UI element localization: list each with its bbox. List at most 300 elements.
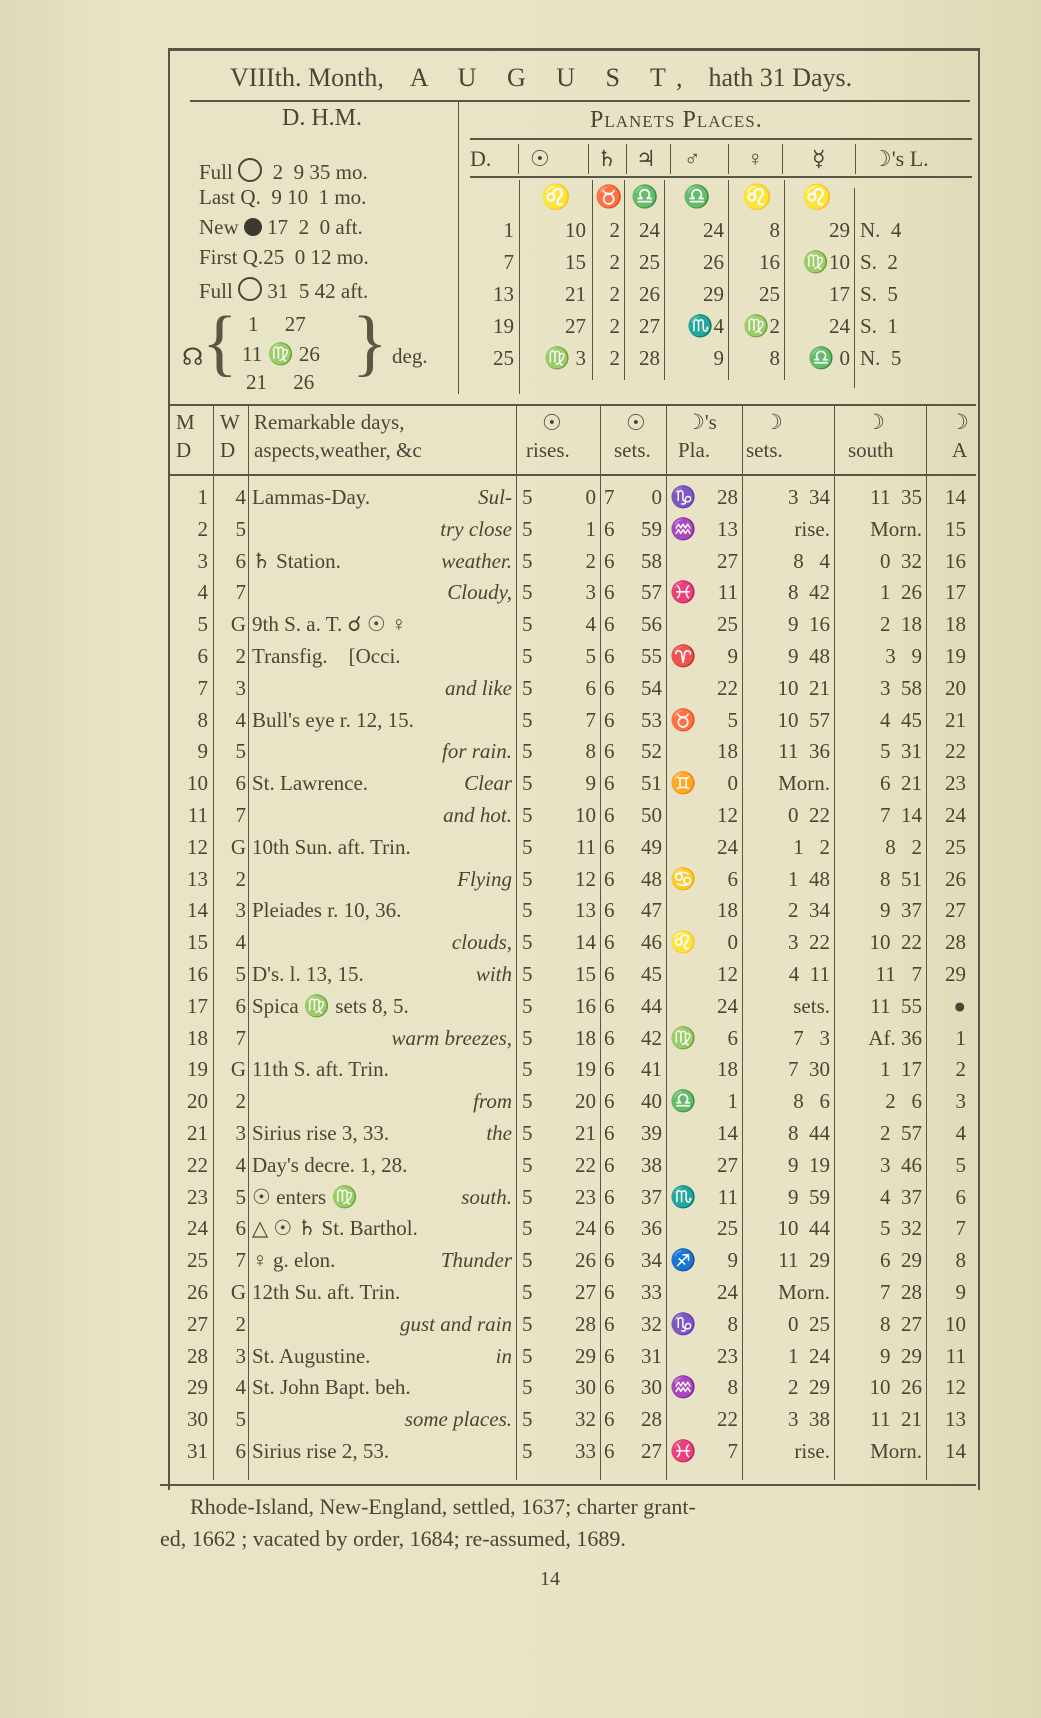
node-line (248, 314, 306, 335)
week-day: 4 (235, 485, 246, 509)
moon-age: 3 (955, 1089, 966, 1114)
sun-set-hour: 6 (604, 1057, 615, 1082)
sun-set-min: 55 (641, 644, 662, 668)
moon-age: 25 (945, 834, 966, 859)
moon-sets: 1 24 (788, 1343, 830, 1368)
remark: Lammas-Day. (252, 485, 371, 509)
moon-place-deg: 22 (717, 1407, 738, 1432)
zodiac-sign-icon: ♉ (670, 707, 697, 732)
month-day: 10 (187, 771, 208, 796)
moon-south: 3 46 (880, 1152, 922, 1177)
sun-rise-hour: 5 (522, 548, 533, 573)
sun-set-hour: 6 (604, 930, 615, 955)
month-day: 13 (187, 866, 208, 891)
moon-place-deg: 7 (727, 1439, 738, 1463)
sun-set-min: 33 (641, 1280, 662, 1304)
sun-set-hour: 6 (604, 516, 615, 541)
week-day: G (230, 1057, 246, 1082)
remark: Bull's eye r. 12, 15. (252, 707, 414, 732)
sun-rise-hour: 5 (522, 1025, 533, 1050)
moon-south: 2 18 (880, 612, 922, 637)
node-deg: 26 (293, 370, 315, 394)
sun-set-hour: 6 (604, 834, 615, 859)
footer-line: ed, 1662 ; vacated by order, 1684; re-assumed, 1689. (160, 1526, 626, 1551)
calendar-row (0, 1372, 966, 1403)
month-day: 2 (197, 516, 208, 541)
mercury-icon: ☿ (812, 146, 826, 171)
moon-south: 3 58 (880, 675, 922, 700)
week-day: G (230, 834, 246, 859)
header-moon-age: A (952, 438, 968, 462)
sun-pos: 27 (565, 314, 586, 338)
sun-rise-min: 3 (585, 580, 596, 605)
phase-day: 25 (263, 245, 285, 269)
mercury-pos: ♎ 0 (808, 346, 850, 370)
sun-set-hour: 6 (604, 1025, 615, 1050)
month-day: 31 (187, 1439, 208, 1463)
calendar-row (0, 832, 966, 863)
moon-south: 7 14 (880, 803, 922, 827)
sun-set-min: 45 (641, 962, 662, 986)
moon-sets: Morn. (778, 771, 830, 796)
jupiter-pos: 24 (639, 218, 660, 242)
sun-rise-hour: 5 (522, 771, 533, 796)
calendar-row (0, 1309, 966, 1340)
node-icon: ☊ (182, 345, 204, 371)
moon-age: 4 (955, 1121, 966, 1145)
sun-set-hour: 6 (604, 1152, 615, 1177)
moon-place-deg: 5 (727, 707, 738, 732)
moon-sets: 11 36 (778, 739, 830, 764)
moon-place-deg: 22 (717, 675, 738, 700)
sun-set-min: 56 (641, 612, 662, 637)
moon-sets: 2 29 (788, 1375, 830, 1400)
sun-rise-hour: 5 (522, 1184, 533, 1209)
week-day: 4 (235, 1152, 246, 1177)
remark: Sirius rise 2, 53. (252, 1439, 390, 1463)
zodiac-sign-icon: ♊ (670, 771, 697, 796)
moon-place-deg: 25 (717, 1216, 738, 1241)
moon-age: 11 (945, 1343, 966, 1368)
remark: Pleiades r. 10, 36. (252, 898, 402, 923)
sun-rise-hour: 5 (522, 739, 533, 764)
left-brace: { (202, 302, 238, 384)
calendar-row (0, 864, 966, 895)
week-day: 3 (235, 675, 246, 700)
sun-set-min: 34 (641, 1248, 662, 1273)
saturn-pos: 2 (609, 346, 620, 370)
remark: △ ☉ ♄ St. Barthol. (252, 1216, 418, 1241)
sun-rise-hour: 5 (522, 675, 533, 700)
moon-sets: 7 30 (788, 1057, 830, 1082)
sun-set-min: 59 (641, 516, 662, 541)
moon-age: 6 (955, 1184, 966, 1209)
sun-set-min: 0 (651, 485, 662, 509)
moon-latitude: S. 2 (860, 250, 898, 274)
sun-rise-hour: 5 (522, 866, 533, 891)
calendar-row (0, 546, 966, 577)
planets-title-rule (470, 138, 972, 140)
moon-sets: 1 48 (788, 866, 830, 891)
weather: Clear (464, 771, 512, 796)
week-day: 5 (235, 516, 246, 541)
moon-place-deg: 9 (727, 644, 738, 668)
sun-set-hour: 6 (604, 675, 615, 700)
moon-sets: 4 11 (788, 962, 830, 986)
zodiac-sign-icon: ♈ (670, 644, 697, 668)
header-remarks: Remarkable days, (254, 410, 405, 434)
calendar-row (0, 1054, 966, 1085)
sun-set-min: 37 (641, 1184, 662, 1209)
phase-label: First Q. (199, 245, 264, 269)
weather: some places. (404, 1407, 512, 1432)
moon-south: Morn. (870, 1439, 922, 1463)
sun-set-hour: 6 (604, 1248, 615, 1273)
moon-sets: 8 42 (788, 580, 830, 605)
month-day: 28 (187, 1343, 208, 1368)
moon-sets: 8 6 (793, 1089, 830, 1114)
moon-latitude: N. 5 (860, 346, 902, 370)
week-day: 5 (235, 1407, 246, 1432)
planet-day: 1 (503, 218, 514, 242)
leo-icon: ♌ (802, 185, 832, 211)
sun-set-hour: 6 (604, 1439, 615, 1463)
month-day: 7 (197, 675, 208, 700)
mars-pos: ♏4 (687, 314, 724, 338)
moon-place-deg: 25 (717, 612, 738, 637)
weather: Flying (457, 866, 512, 891)
week-day: 6 (235, 1216, 246, 1241)
week-day: 2 (235, 866, 246, 891)
moon-sets: 9 59 (788, 1184, 830, 1209)
sun-set-min: 58 (641, 548, 662, 573)
header-wd: D (220, 438, 236, 462)
remark: Day's decre. 1, 28. (252, 1152, 408, 1177)
moon-south: 6 29 (880, 1248, 922, 1273)
zodiac-sign-icon: ♍ (670, 1025, 697, 1050)
moon-age: 28 (945, 930, 966, 955)
sun-set-hour: 6 (604, 1311, 615, 1336)
weather: Thunder (440, 1248, 512, 1273)
moon-place-deg: 0 (727, 930, 738, 955)
week-day: 4 (235, 707, 246, 732)
header-md: D (176, 438, 192, 462)
sun-rise-hour: 5 (522, 1057, 533, 1082)
moon-south: 5 32 (880, 1216, 922, 1241)
moon-place-deg: 6 (727, 1025, 738, 1050)
moon-age: 19 (945, 644, 966, 668)
planet-col-divider (592, 180, 593, 380)
sun-rise-min: 10 (575, 803, 596, 827)
month-day: 1 (197, 485, 208, 509)
moon-age: ● (953, 993, 966, 1018)
moon-age: 23 (945, 771, 966, 796)
sun-rise-min: 7 (585, 707, 596, 732)
sun-rise-hour: 5 (522, 1375, 533, 1400)
weather: from (473, 1089, 512, 1114)
calendar-header-rule (170, 474, 976, 476)
weather: Sul- (478, 485, 512, 509)
moon-place-deg: 18 (717, 1057, 738, 1082)
venus-pos: 16 (759, 250, 780, 274)
week-day: 7 (235, 1248, 246, 1273)
moon-place-deg: 24 (717, 993, 738, 1018)
sun-set-min: 40 (641, 1089, 662, 1114)
mercury-pos: 24 (829, 314, 850, 338)
header-moon-place: Pla. (678, 438, 711, 462)
node-deg: 26 (298, 342, 320, 366)
moon-south: 9 29 (880, 1343, 922, 1368)
moon-place-deg: 14 (717, 1121, 738, 1145)
calendar-row (0, 1182, 966, 1213)
week-day: 6 (235, 993, 246, 1018)
phase-time: 5 42 aft. (298, 279, 369, 303)
sun-rise-min: 26 (575, 1248, 596, 1273)
days-count: hath 31 Days. (708, 63, 853, 92)
weather: weather. (441, 548, 512, 573)
week-day: 5 (235, 962, 246, 986)
moon-sets: Morn. (778, 1280, 830, 1304)
moon-age: 9 (955, 1280, 966, 1304)
mercury-pos: 17 (829, 282, 850, 306)
saturn-pos: 2 (609, 314, 620, 338)
sun-set-hour: 6 (604, 612, 615, 637)
moon-age: 15 (945, 516, 966, 541)
libra-icon: ♎ (683, 184, 711, 209)
weather: gust and rain (399, 1311, 512, 1336)
moon-sets: 3 34 (788, 485, 830, 509)
weather: in (495, 1343, 512, 1368)
moon-sets: 8 44 (788, 1121, 830, 1145)
sun-rise-hour: 5 (522, 485, 533, 509)
sun-rise-min: 11 (575, 834, 596, 859)
moon-sets: 3 38 (788, 1407, 830, 1432)
moon-south: 5 31 (880, 739, 922, 764)
moon-sets: 11 29 (778, 1248, 830, 1273)
month-day: 5 (197, 612, 208, 637)
phase-day: 2 (272, 160, 284, 184)
month-day: 29 (187, 1375, 208, 1400)
moon-south: 4 37 (880, 1184, 922, 1209)
zodiac-sign-icon: ♓ (670, 1439, 697, 1463)
jupiter-icon: ♃ (636, 146, 656, 171)
sun-set-min: 44 (641, 993, 662, 1018)
calendar-row (0, 514, 966, 545)
moon-sets: 0 22 (788, 803, 830, 827)
sun-rise-min: 16 (575, 993, 596, 1018)
moon-south: Af. 36 (868, 1025, 922, 1050)
month-day: 18 (187, 1025, 208, 1050)
sun-rise-hour: 5 (522, 1311, 533, 1336)
moon-south: Morn. (870, 516, 922, 541)
calendar-row (0, 705, 966, 736)
planet-header-divider (728, 144, 729, 174)
sun-rise-min: 6 (585, 675, 596, 700)
virgo-icon: ♍ (267, 342, 294, 366)
leo-icon: ♌ (541, 185, 571, 211)
moon-place-deg: 18 (717, 739, 738, 764)
moon-place-deg: 12 (717, 803, 738, 827)
right-brace: } (352, 302, 388, 384)
sun-set-min: 42 (641, 1025, 662, 1050)
phase-time: 2 0 aft. (298, 215, 363, 239)
week-day: 6 (235, 1439, 246, 1463)
remark: D's. l. 13, 15. (252, 962, 364, 986)
sun-rise-min: 9 (585, 771, 596, 796)
moon-latitude: S. 5 (860, 282, 898, 306)
zodiac-sign-icon: ♏ (670, 1184, 697, 1209)
mars-pos: 24 (703, 218, 724, 242)
sun-set-hour: 6 (604, 739, 615, 764)
remark: 9th S. a. T. ☌ ☉ ♀ (252, 612, 407, 637)
moon-south: 7 28 (880, 1280, 922, 1304)
sun-rise-hour: 5 (522, 1121, 533, 1145)
mars-pos: 26 (703, 250, 724, 274)
week-day: 4 (235, 1375, 246, 1400)
week-day: G (230, 612, 246, 637)
week-day: G (230, 1280, 246, 1304)
sun-set-hour: 6 (604, 707, 615, 732)
week-day: 6 (235, 548, 246, 573)
libra-icon: ♎ (631, 184, 659, 209)
planets-header-rule (470, 176, 972, 178)
sun-rise-hour: 5 (522, 1089, 533, 1114)
moon-south: 8 2 (885, 834, 922, 859)
moon-south: 1 26 (880, 580, 922, 605)
node-unit: deg. (392, 344, 428, 368)
remark: 11th S. aft. Trin. (252, 1057, 389, 1082)
week-day: 3 (235, 1343, 246, 1368)
moon-south: 9 37 (880, 898, 922, 923)
sun-rise-min: 21 (575, 1121, 596, 1145)
sun-set-hour: 7 (604, 485, 615, 509)
sun-set-min: 36 (641, 1216, 662, 1241)
jupiter-pos: 27 (639, 314, 660, 338)
sun-set-hour: 6 (604, 1216, 615, 1241)
moon-age: 16 (945, 548, 966, 573)
month-day: 21 (187, 1121, 208, 1145)
zodiac-sign-icon: ♑ (670, 1311, 697, 1336)
mercury-pos: ♍10 (802, 250, 850, 274)
calendar-bottom-rule (160, 1484, 976, 1486)
venus-pos: 8 (769, 346, 780, 370)
moon-south: 2 6 (885, 1089, 922, 1114)
remark: St. Lawrence. (252, 771, 369, 796)
month-day: 9 (197, 739, 208, 764)
month-day: 23 (187, 1184, 208, 1209)
mars-pos: 29 (703, 282, 724, 306)
sun-set-hour: 6 (604, 803, 615, 827)
moon-place-deg: 6 (727, 866, 738, 891)
calendar-row (0, 768, 966, 799)
taurus-icon: ♉ (595, 184, 623, 209)
jupiter-pos: 26 (639, 282, 660, 306)
calendar-row (0, 673, 966, 704)
sun-rise-min: 15 (575, 962, 596, 986)
sun-icon: ☉ (626, 410, 646, 435)
sun-rise-hour: 5 (522, 1152, 533, 1177)
moon-age: 8 (955, 1248, 966, 1273)
moon-latitude-header: ☽'s L. (872, 146, 929, 171)
moon-age: 20 (945, 675, 966, 700)
phase-day: 31 (267, 279, 289, 303)
zodiac-sign-icon: ♒ (670, 1375, 697, 1400)
moon-sets: 3 22 (788, 930, 830, 955)
header-md: M (176, 410, 195, 434)
header-remarks: aspects,weather, &c (254, 438, 422, 462)
col-divider (926, 406, 927, 1480)
remark: Spica ♍ sets 8, 5. (252, 993, 409, 1018)
month-day: 8 (197, 707, 208, 732)
moon-south: 11 35 (870, 485, 922, 509)
sun-set-min: 38 (641, 1152, 662, 1177)
planet-col-divider (728, 180, 729, 380)
moon-sets: 9 19 (788, 1152, 830, 1177)
sun-set-hour: 6 (604, 548, 615, 573)
remark: ♄ Station. (252, 548, 341, 573)
planets-col-day: D. (470, 146, 492, 171)
calendar-row (0, 1341, 966, 1372)
zodiac-sign-icon: ♓ (670, 580, 697, 605)
sun-rise-min: 18 (575, 1025, 596, 1050)
saturn-pos: 2 (609, 282, 620, 306)
sun-rise-min: 19 (575, 1057, 596, 1082)
moon-age: 5 (955, 1152, 966, 1177)
sun-set-hour: 6 (604, 1184, 615, 1209)
weather: with (475, 962, 512, 986)
planet-day: 25 (493, 346, 514, 370)
moon-age: 2 (955, 1057, 966, 1082)
weather: south. (461, 1184, 512, 1209)
footer-line: Rhode-Island, New-England, settled, 1637; charter grant- (190, 1494, 696, 1519)
calendar-row (0, 1023, 966, 1054)
sun-rise-hour: 5 (522, 612, 533, 637)
calendar-row (0, 1245, 966, 1276)
calendar-row (0, 1086, 966, 1117)
sun-rise-hour: 5 (522, 993, 533, 1018)
planet-col-divider (624, 180, 625, 380)
moon-age: 13 (945, 1407, 966, 1432)
sun-set-hour: 6 (604, 898, 615, 923)
week-day: 7 (235, 580, 246, 605)
moon-age: 7 (955, 1216, 966, 1241)
moon-sets: 10 21 (777, 675, 830, 700)
remark: Sirius rise 3, 33. (252, 1121, 390, 1145)
planet-day: 13 (493, 282, 514, 306)
weather: for rain. (441, 739, 512, 764)
moon-age: 10 (945, 1311, 966, 1336)
moon-south: 6 21 (880, 771, 922, 796)
planet-header-divider (782, 144, 783, 174)
sun-set-min: 27 (641, 1439, 662, 1463)
sun-rise-min: 20 (575, 1089, 596, 1114)
sun-rise-hour: 5 (522, 962, 533, 986)
remark: Transfig. [Occi. (252, 644, 401, 668)
node-day: 21 (246, 370, 267, 394)
planet-day: 7 (503, 250, 514, 274)
moon-icon: ☽ (866, 410, 885, 434)
sun-set-min: 31 (641, 1343, 662, 1368)
month-day: 26 (187, 1280, 208, 1304)
planets-title: Planets Places. (590, 107, 763, 133)
moon-planets-divider (458, 102, 459, 394)
moon-place-deg: 28 (717, 485, 738, 509)
moon-age: 17 (945, 580, 966, 605)
month-day: 17 (187, 993, 208, 1018)
sun-rise-hour: 5 (522, 580, 533, 605)
week-day: 2 (235, 644, 246, 668)
mars-icon: ♂ (684, 146, 701, 171)
